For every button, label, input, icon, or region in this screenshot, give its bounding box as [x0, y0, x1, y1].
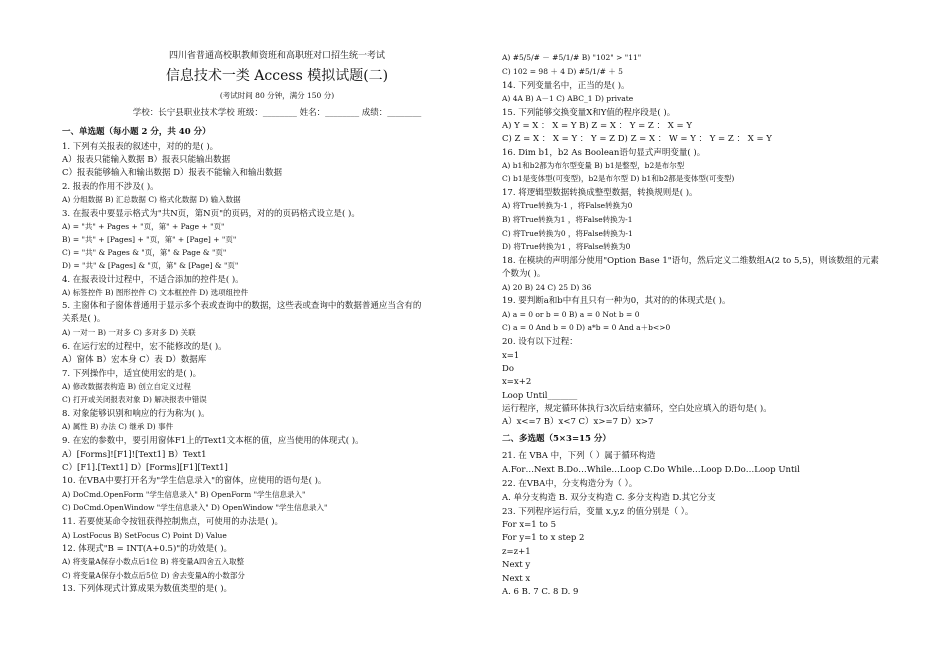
left-line-8: 2. 报表的作用不涉及( )。 — [62, 182, 159, 192]
right-line-5: A) Y = X ： X = Y B) Z = X ： Y = Z ： X = Y — [502, 121, 692, 131]
left-line-9: A) 分组数据 B) 汇总数据 C) 格式化数据 D) 输入数据 — [62, 195, 241, 204]
left-line-3: 学校：长宁县职业技术学校 班级：________ 姓名：________ 成绩：________ — [132, 108, 422, 118]
left-line-33: 11. 若要使某命令按钮获得控制焦点，可使用的办法是( )。 — [62, 517, 284, 527]
left-line-14: D) = "共" & [Pages] & "页，第" & [Page] & "页" — [62, 261, 239, 270]
left-line-6: A）报表只能输入数据 B）报表只能输出数据 — [62, 155, 231, 165]
left-line-35: 12. 体现式"B = INT(A+0.5)"的功效是( )。 — [62, 544, 233, 554]
right-line-7: 16. Dim b1，b2 As Boolean语句显式声明变量( )。 — [502, 148, 706, 158]
left-line-1: 信息技术一类 Access 模拟试题(二) — [165, 68, 389, 84]
right-line-38: Next x — [502, 574, 531, 584]
left-line-15: 4. 在报表设计过程中，不适合添加的控件是( )。 — [62, 275, 244, 285]
right-line-0: A) #5/5/# － #5/1/# B) "102" > "11" — [502, 53, 642, 62]
left-line-2: (考试时间 80 分钟，满分 150 分) — [219, 91, 335, 100]
left-line-24: C) 打开或关闭报表对象 D) 解决报表中错误 — [62, 395, 207, 404]
right-line-8: A) b1和b2都为布尔型变量 B) b1是整型，b2是布尔型 — [502, 161, 685, 170]
right-line-37: Next y — [502, 560, 531, 570]
left-line-29: C）[F1].[Text1] D）[Forms][F1][Text1] — [62, 463, 228, 473]
right-line-18: 19. 要判断a和b中有且只有一种为0，其对的的体现式是( )。 — [502, 296, 731, 306]
right-line-35: For y=1 to x step 2 — [502, 533, 585, 543]
right-line-17: A) 20 B) 24 C) 25 D) 36 — [502, 283, 592, 292]
right-line-10: 17. 将逻辑型数据转换成整型数据，转换规则是( )。 — [502, 188, 698, 198]
right-line-9: C) b1是变体型(可变型)，b2是布尔型 D) b1和b2都是变体型(可变型) — [502, 174, 735, 183]
right-line-23: Do — [502, 364, 514, 374]
right-line-15: 18. 在模块的声明部分使用"Option Base 1"语句，然后定义二维数组A(2 to 5,5)，则该数组的元素 — [502, 256, 879, 266]
right-line-25: Loop Until_______ — [502, 391, 578, 401]
right-line-36: z=z+1 — [502, 547, 531, 557]
right-line-13: C) 将True转换为0 ，将False转换为-1 — [502, 229, 633, 238]
left-line-19: A) 一对一 B) 一对多 C) 多对多 D) 关联 — [62, 328, 196, 337]
right-line-21: 20. 设有以下过程： — [502, 337, 578, 347]
left-line-30: 10. 在VBA中要打开名为"学生信息录入"的窗体，应使用的语句是( )。 — [62, 476, 327, 486]
left-line-18: 关系是( )。 — [62, 314, 106, 324]
left-line-31: A) DoCmd.OpenForm "学生信息录入" B) OpenForm "学生信息录入" — [62, 490, 306, 499]
right-line-29: 21. 在 VBA 中，下列（ ）属于循环构造 — [502, 451, 656, 461]
left-line-23: A) 修改数据表构造 B) 创立自定义过程 — [62, 382, 191, 391]
left-line-11: A) = "共" + Pages + "页，第" + Page + "页" — [62, 222, 225, 231]
right-line-30: A.For…Next B.Do…While…Loop C.Do While…Loop D.Do…Loop Until — [502, 465, 800, 475]
right-line-39: A. 6 B. 7 C. 8 D. 9 — [502, 587, 579, 597]
left-line-36: A) 将变量A保存小数点后1位 B) 将变量A四舍五入取整 — [62, 557, 245, 566]
right-line-34: For x=1 to 5 — [502, 520, 556, 530]
left-line-16: A) 标签控件 B) 图形控件 C) 文本框控件 D) 选项组控件 — [62, 288, 249, 297]
right-line-19: A) a = 0 or b = 0 B) a = 0 Not b = 0 — [502, 310, 640, 319]
right-line-4: 15. 下列能够交换变量X和Y值的程序段是( )。 — [502, 108, 676, 118]
right-line-14: D) 将True转换为1 ，将False转换为0 — [502, 242, 631, 251]
left-line-0: 四川省普通高校职教师资班和高职班对口招生统一考试 — [168, 51, 385, 61]
right-line-3: A) 4A B) A－1 C) ABC_1 D) private — [502, 94, 634, 103]
left-line-20: 6. 在运行宏的过程中，宏不能修改的是( )。 — [62, 342, 227, 352]
right-line-2: 14. 下列变量名中，正当的是( )。 — [502, 81, 630, 91]
right-line-6: C) Z = X ： X = Y ： Y = Z D) Z = X ： W = Y ： Y = Z ： X = Y — [502, 134, 772, 144]
left-line-38: 13. 下列体现式计算成果为数值类型的是( )。 — [62, 584, 233, 594]
right-line-26: 运行程序，规定循环体执行3次后结束循环，空白处应填入的语句是( )。 — [502, 404, 772, 414]
left-line-37: C) 将变量A保存小数点后5位 D) 舍去变量A的小数部分 — [62, 571, 245, 580]
left-line-10: 3. 在报表中要显示格式为"共N页，第N页"的页码，对的的页码格式设立是( )。 — [62, 209, 360, 219]
right-line-1: C) 102 = 98 ＋ 4 D) #5/1/# ＋ 5 — [502, 67, 623, 76]
left-line-21: A）窗体 B）宏本身 C）表 D）数据库 — [62, 355, 207, 365]
right-line-31: 22. 在VBA中，分支构造分为（ ）。 — [502, 479, 638, 489]
left-line-28: A）[Forms]![F1]![Text1] B）Text1 — [62, 450, 207, 460]
right-line-20: C) a = 0 And b = 0 D) a*b = 0 And a＋b<>0 — [502, 323, 671, 332]
left-line-17: 5. 主窗体和子窗体普通用于显示多个表或查询中的数据，这些表或查询中的数据普通应当含有的 — [62, 301, 422, 311]
left-line-12: B) = "共" + [Pages] + "页，第" + [Page] + "页" — [62, 235, 237, 244]
right-line-28: 二、多选题（5×3=15 分） — [502, 434, 611, 444]
left-line-4: 一、单选题（每小题 2 分，共 40 分） — [62, 127, 211, 137]
right-line-22: x=1 — [502, 351, 520, 361]
left-line-25: 8. 对象能够识别和响应的行为称为( )。 — [62, 409, 210, 419]
right-line-16: 个数为( )。 — [502, 269, 546, 279]
left-line-13: C) = "共" & Pages & "页，第" & Page & "页" — [62, 248, 227, 257]
left-line-7: C）报表能够输入和输出数据 D）报表不能输入和输出数据 — [62, 168, 283, 178]
left-line-27: 9. 在宏的参数中，要引用窗体F1上的Text1文本框的值，应当使用的体现式( )。 — [62, 436, 364, 446]
left-line-32: C) DoCmd.OpenWindow "学生信息录入" D) OpenWindow "学生信息录入" — [62, 503, 328, 512]
right-line-32: A. 单分支构造 B. 双分支构造 C. 多分支构造 D.其它分支 — [502, 493, 716, 503]
right-line-12: B) 将True转换为1 ，将False转换为-1 — [502, 215, 633, 224]
left-line-22: 7. 下列操作中，适宜使用宏的是( )。 — [62, 369, 202, 379]
right-line-27: A）x<=7 B）x<7 C）x>=7 D）x>7 — [502, 417, 654, 427]
left-line-26: A) 属性 B) 办法 C) 继承 D) 事件 — [62, 422, 174, 431]
left-line-34: A) LostFocus B) SetFocus C) Point D) Value — [62, 531, 227, 540]
left-line-5: 1. 下列有关报表的叙述中，对的的是( )。 — [62, 142, 219, 152]
right-line-33: 23. 下列程序运行后，变量 x,y,z 的值分别是（ ）。 — [502, 507, 694, 517]
right-line-11: A) 将True转换为-1 ，将False转换为0 — [502, 201, 633, 210]
right-line-24: x=x+2 — [502, 377, 532, 387]
